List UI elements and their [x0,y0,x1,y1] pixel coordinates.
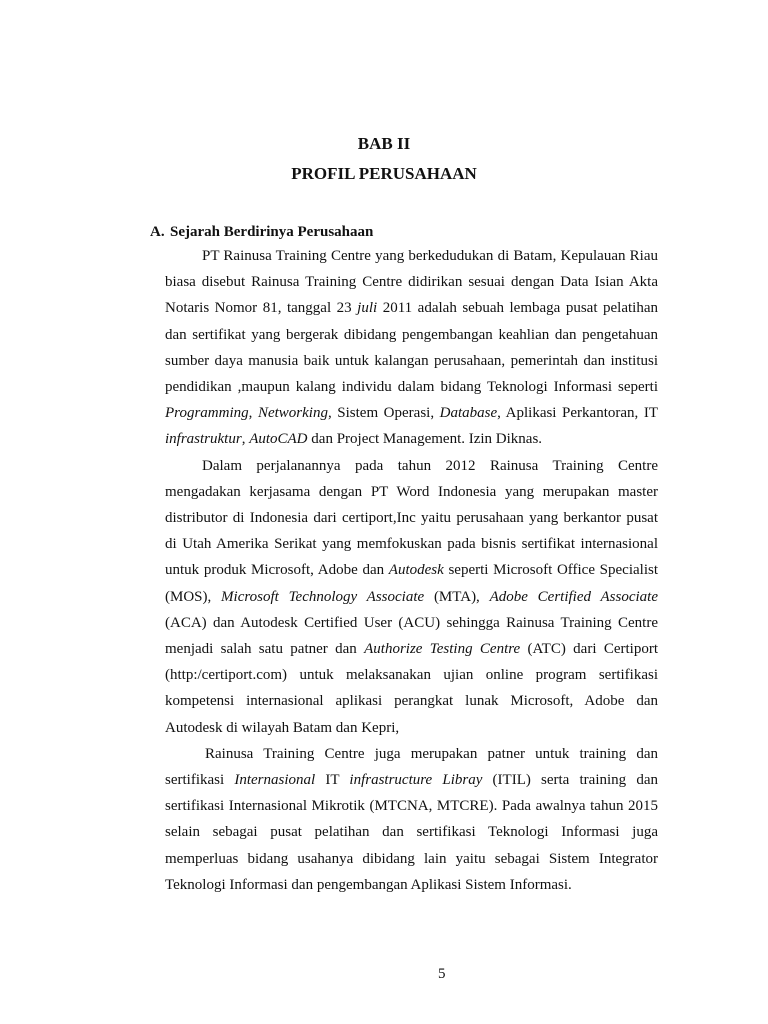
body-text [165,243,658,898]
paragraph-2 [165,453,658,741]
text-run: , [248,405,258,422]
text-run: , Sistem Operasi, [327,405,440,422]
italic-term: Adobe Certified Associate [489,588,658,605]
italic-term: AutoCAD [249,431,308,448]
text-run: , [241,431,250,448]
italic-term: Authorize Testing Centre [364,641,521,658]
text-run: (ACA) dan Autodesk Certified User (ACU) sehingga Rainusa Training Centre menjadi salah satu patner dan [165,614,658,658]
text-run: PT Rainusa Training Centre yang berkedudukan di Batam, Kepulauan Riau biasa disebut Rainusa Training Centre didirikan sesuai dengan Data Isian Akta Notaris Nomor 81, tanggal 23 [165,248,658,317]
text-run: dan Project Management. Izin Diknas. [307,431,543,448]
text-run: 2011 adalah sebuah lembaga pusat pelatihan dan sertifikat yang bergerak dibidang pengembangan keahlian dan pengetahuan sumber daya manusia baik untuk kalangan perusahaan, pemerintah dan institusi pendidikan ,maupun kalang individu dalam bidang Teknologi Informasi seperti [165,300,658,396]
section-letter: A. [150,224,165,240]
italic-term: Networking [257,405,328,422]
section-heading [150,222,373,242]
italic-term: Microsoft Technology Associate [221,588,425,605]
paragraph-1 [165,243,658,453]
page-number [0,964,768,984]
page-number-value: 5 [438,966,446,982]
text-run: seperti Microsoft Office Specialist (MOS), [165,562,659,605]
italic-term: Autodesk [388,562,444,579]
chapter-number: BAB II [357,134,411,153]
text-run: , Aplikasi Perkantoran, IT [497,405,658,422]
italic-term: juli [357,300,378,317]
italic-term: infrastructure Libray [349,772,483,789]
text-run: (ITIL) serta training dan sertifikasi Internasional Mikrotik (MTCNA, MTCRE). Pada awalnya tahun 2015 selain sebagai pusat pelatihan dan sertifikasi Teknologi Informasi juga memperluas bidang usahanya dibidang lain yaitu sebagai Sistem Integrator Teknologi Informasi dan pengembangan Aplikasi Sistem Informasi. [165,772,658,893]
text-run: (MTA), [424,588,490,605]
section-title: Sejarah Berdirinya Perusahaan [170,224,374,240]
chapter-title: PROFIL PERUSAHAAN [291,164,477,183]
text-run: Dalam perjalanannya pada tahun 2012 Rainusa Training Centre mengadakan kerjasama dengan PT Word Indonesia yang merupakan master distributor di Indonesia dari certiport,Inc yaitu perusahaan yang berkantor pusat di Utah Amerika Serikat yang memfokuskan pada bisnis sertifikat internasional untuk produk Microsoft, Adobe dan [165,457,658,579]
text-run: (ATC) dari Certiport (http:/certiport.com) untuk melaksanakan ujian online program sertifikasi kompetensi internasional aplikasi perangkat lunak Microsoft, Adobe dan Autodesk di wilayah Batam dan Kepri, [165,641,658,736]
text-run: Rainusa Training Centre juga merupakan patner untuk training dan sertifikasi [165,745,658,789]
paragraph-3 [165,741,658,898]
italic-term: Database [439,405,498,422]
italic-term: Programming [165,405,249,422]
italic-term: infrastruktur [165,431,242,448]
italic-term: Internasional [234,772,316,789]
text-run: IT [315,772,350,789]
